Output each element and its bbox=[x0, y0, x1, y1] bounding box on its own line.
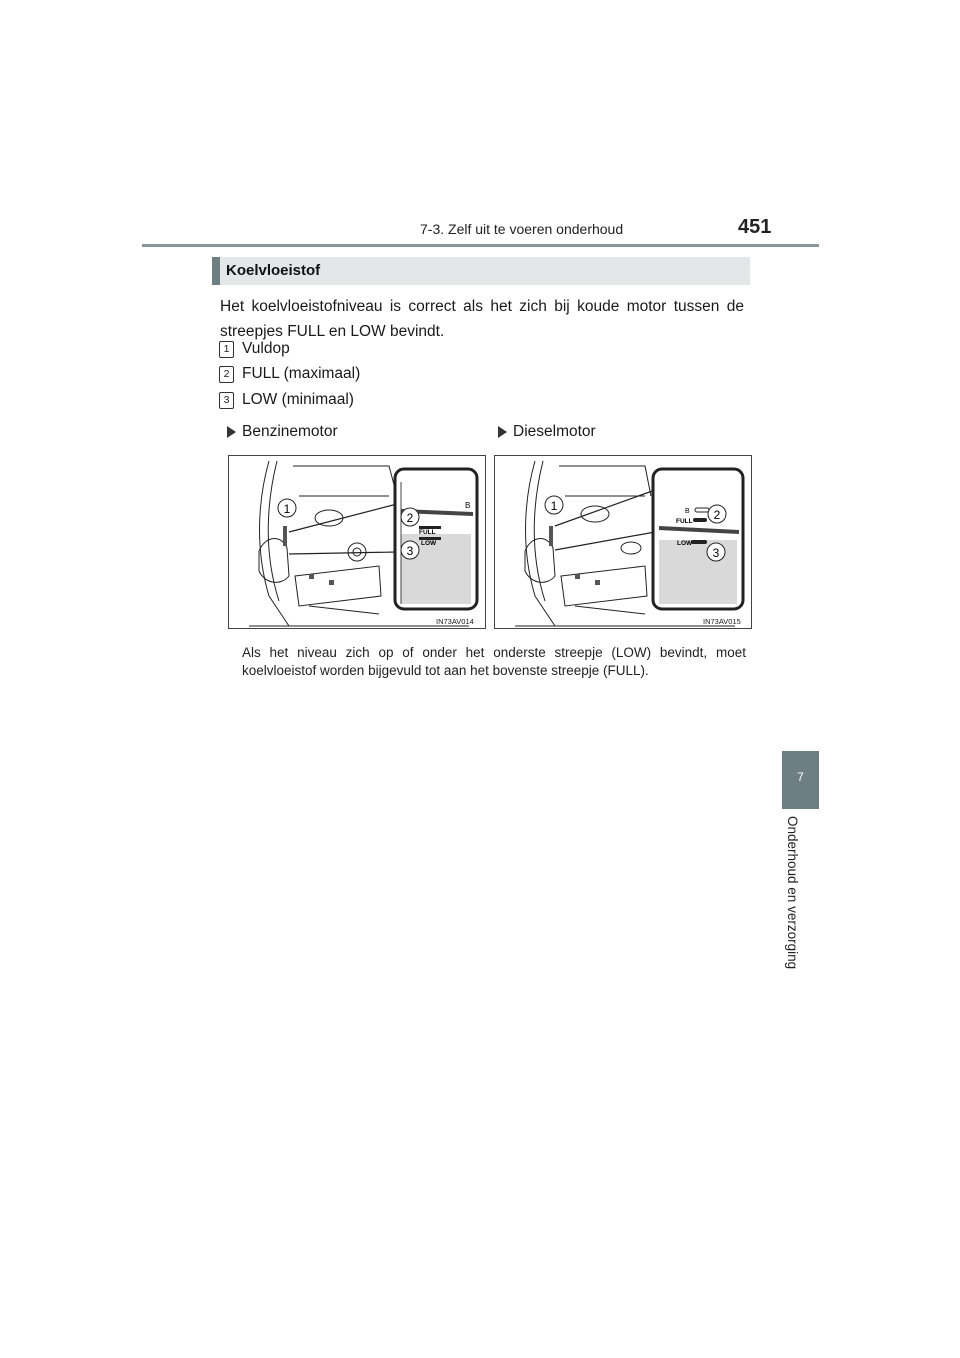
figure-code-diesel: IN73AV015 bbox=[703, 617, 741, 626]
tank-label-low: LOW bbox=[421, 540, 437, 547]
running-header-section: 7-3. Zelf uit te voeren onderhoud bbox=[420, 221, 624, 237]
callout-1: 1 bbox=[283, 502, 291, 516]
tank-label-b: B bbox=[465, 501, 471, 510]
item-label-3: LOW (minimaal) bbox=[242, 391, 354, 408]
callout-1: 1 bbox=[550, 499, 558, 513]
figure-heading-diesel: Dieselmotor bbox=[513, 423, 596, 440]
figure-diesel-engine bbox=[494, 455, 752, 629]
figure-petrol-engine bbox=[228, 455, 486, 629]
bullet-triangle-icon bbox=[227, 426, 236, 438]
engine-bay-illustration bbox=[229, 456, 485, 628]
figure-caption: Als het niveau zich op of onder het onderste streepje (LOW) bevindt, moet koelvloeistof worden bijgevuld tot aan het bovenste streepje (FULL). bbox=[242, 645, 746, 678]
bullet-triangle-icon bbox=[498, 426, 507, 438]
tank-label-full: FULL bbox=[419, 529, 436, 536]
callout-2: 2 bbox=[406, 511, 414, 525]
tank-label-b: B bbox=[685, 508, 690, 515]
callout-3: 3 bbox=[406, 544, 414, 558]
figure-heading-petrol: Benzinemotor bbox=[242, 423, 338, 440]
header-rule bbox=[142, 244, 819, 247]
item-number-1: 1 bbox=[219, 341, 234, 358]
tank-label-low: LOW bbox=[677, 540, 693, 547]
item-number-2: 2 bbox=[219, 366, 234, 383]
item-label-2: FULL (maximaal) bbox=[242, 365, 361, 382]
item-label-1: Vuldop bbox=[242, 340, 290, 357]
section-title: Koelvloeistof bbox=[226, 262, 321, 279]
engine-bay-illustration bbox=[495, 456, 751, 628]
figure-code-petrol: IN73AV014 bbox=[436, 617, 474, 626]
tank-label-full: FULL bbox=[676, 518, 693, 525]
callout-3: 3 bbox=[712, 546, 720, 560]
callout-2: 2 bbox=[713, 508, 721, 522]
page-number: 451 bbox=[738, 216, 772, 238]
item-number-3: 3 bbox=[219, 392, 234, 409]
chapter-title-vertical: Onderhoud en verzorging bbox=[785, 816, 800, 970]
chapter-number: 7 bbox=[797, 770, 804, 784]
intro-paragraph: Het koelvloeistofniveau is correct als het zich bij koude motor tussen de streepjes FULL en LOW bevindt. bbox=[220, 298, 744, 340]
section-heading-accent bbox=[212, 257, 220, 285]
